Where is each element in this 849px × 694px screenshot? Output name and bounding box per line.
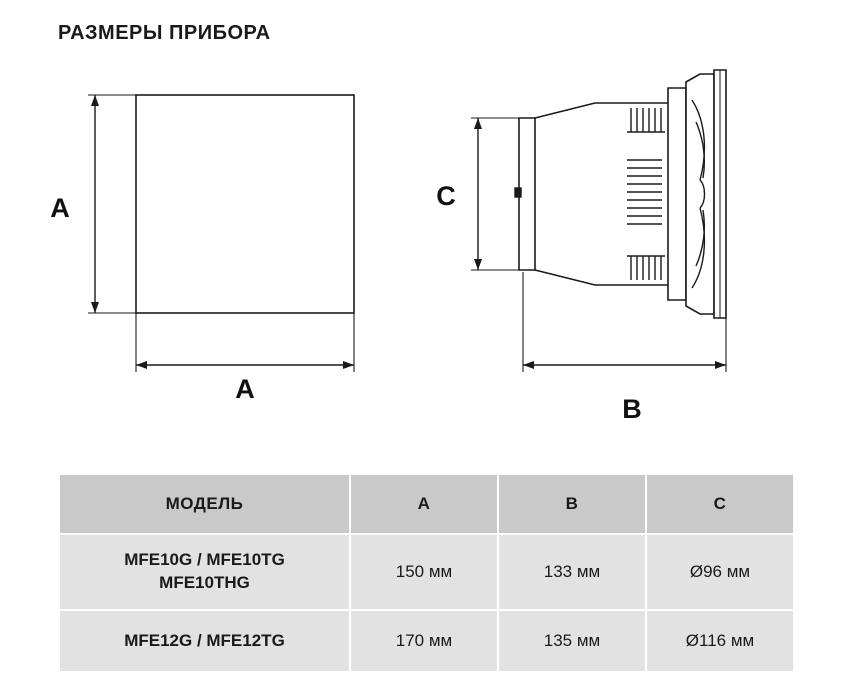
- side-thread-top: [627, 108, 665, 132]
- page-title: РАЗМЕРЫ ПРИБОРА: [58, 22, 271, 44]
- header-model: МОДЕЛЬ: [59, 474, 350, 534]
- cell-model: [59, 534, 350, 610]
- cell-model: MFE12G / MFE12TG: [59, 610, 350, 672]
- side-body-top: [535, 103, 668, 118]
- cell-b: 133 мм: [498, 534, 646, 610]
- front-view-group: [88, 95, 354, 372]
- side-thread-bottom: [627, 256, 665, 280]
- side-body-bottom: [535, 270, 668, 285]
- side-height-label: C: [436, 181, 456, 211]
- table-row: [59, 534, 794, 610]
- diagram-svg: [0, 60, 849, 450]
- side-width-label: B: [622, 394, 642, 424]
- side-height-arrow-top: [474, 118, 482, 129]
- table-header-row: [59, 474, 794, 534]
- cell-c: Ø96 мм: [646, 534, 794, 610]
- side-duct-fins: [627, 160, 662, 224]
- side-impeller-body: [686, 74, 714, 314]
- header-b: B: [498, 474, 646, 534]
- front-height-arrow-top: [91, 95, 99, 106]
- front-height-label: A: [50, 193, 70, 223]
- cell-b: 135 мм: [498, 610, 646, 672]
- side-width-arrow-left: [523, 361, 534, 369]
- cell-a: 150 мм: [350, 534, 498, 610]
- specs-table: [58, 473, 795, 673]
- cell-c: Ø116 мм: [646, 610, 794, 672]
- front-view-body: [136, 95, 354, 313]
- front-width-arrow-right: [343, 361, 354, 369]
- side-motor-housing: [668, 88, 686, 300]
- dimensions-diagram: [0, 60, 849, 450]
- table-row: [59, 610, 794, 672]
- side-view-group: [471, 70, 726, 372]
- front-height-arrow-bottom: [91, 302, 99, 313]
- front-width-label: A: [235, 374, 255, 404]
- model-line-2: MFE10THG: [159, 573, 250, 592]
- side-height-arrow-bottom: [474, 259, 482, 270]
- model-line-1: MFE10G / MFE10TG: [124, 550, 285, 570]
- front-width-arrow-left: [136, 361, 147, 369]
- side-width-arrow-right: [715, 361, 726, 369]
- header-a: A: [350, 474, 498, 534]
- side-plate-switch: [515, 188, 521, 197]
- header-c: C: [646, 474, 794, 534]
- specs-table-wrapper: [58, 473, 793, 673]
- cell-a: 170 мм: [350, 610, 498, 672]
